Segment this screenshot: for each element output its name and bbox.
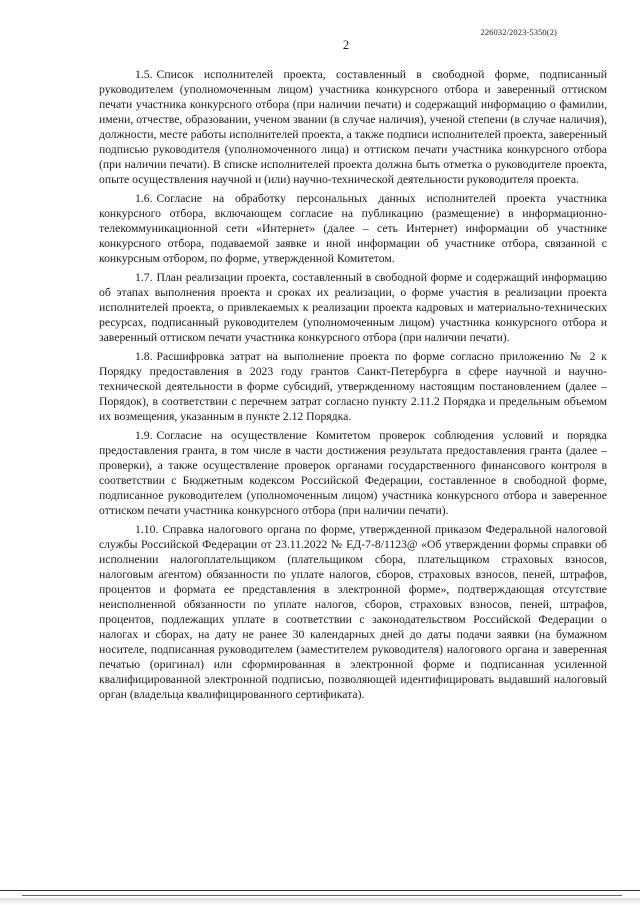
paragraph-number: 1.7. [135, 271, 153, 284]
paragraph-1-8 [99, 349, 607, 424]
page-number: 2 [342, 38, 350, 52]
paragraph-number: 1.8. [135, 350, 153, 363]
paragraph-text: План реализации проекта, составленный в свободной форме и содержащий информацию об этапах выполнения проекта и сроках их реализации, о форме участия в реализации проекта исполнителей проекта, о привлекаемых к реализации проекта кадровых и материально-технических ресурсах, подписанный руководителем (уполномоченным лицом) участника конкурсного отбора и заверенный оттиском печати участника конкурсного отбора (при наличии печати). [99, 271, 607, 344]
scan-edge-line [0, 890, 640, 891]
paragraph-text: Расшифровка затрат на выполнение проекта по форме согласно приложению № 2 к Порядку предоставления в 2023 году грантов Санкт-Петербурга в сфере научной и научно-технической деятельности в форме субсидий, утвержденному настоящим постановлением (далее – Порядок), в соответствии с перечнем затрат согласно пункту 2.11.2 Порядка и предельным объемом их возмещения, указанным в пункте 2.12 Порядка. [99, 350, 607, 423]
paragraph-text: Список исполнителей проекта, составленный в свободной форме, подписанный руководителем (уполномоченным лицом) участника конкурсного отбора и заверенный оттиском печати участника конкурсного отбора (при наличии печати) и содержащий информацию о фамилии, имени, отчестве, образовании, ученом звании (в случае наличия), ученой степени (в случае наличия), должности, месте работы исполнителей проекта, а также подписи исполнителей проекта, заверенный подписью руководителя (уполномоченного лица) и оттиском печати участника конкурсного отбора (при наличии печати). В списке исполнителей проекта должна быть отметка о руководителе проекта, опыте осуществления научной и (или) научно-технической деятельности руководителя проекта. [99, 68, 607, 186]
paragraph-number: 1.6. [135, 192, 153, 205]
paragraph-text: Согласие на осуществление Комитетом проверок соблюдения условий и порядка предоставления гранта, в том числе в части достижения результата предоставления гранта (далее – проверки), а также осуществление проверок органами государственного финансового контроля в соответствии с Бюджетным кодексом Российской Федерации, составленное в свободной форме, подписанное руководителем (уполномоченным лицом) участника конкурсного отбора и заверенное оттиском печати участника конкурсного отбора (при наличии печати). [99, 429, 607, 517]
paragraph-1-10 [99, 522, 607, 702]
scan-edge-line-secondary [22, 895, 622, 896]
paragraph-1-5 [99, 67, 607, 187]
document-registration-number: 226032/2023-5350(2) [480, 27, 557, 37]
paragraph-1-7 [99, 270, 607, 345]
scan-edge-shadow [0, 898, 640, 905]
paragraph-number: 1.5. [135, 68, 153, 81]
paragraph-1-6 [99, 191, 607, 266]
paragraph-number: 1.10. [135, 523, 159, 536]
paragraph-text: Справка налогового органа по форме, утвержденной приказом Федеральной налоговой службы Российской Федерации от 23.11.2022 № ЕД-7-8/1123@ «Об утверждении формы справки об исполнении налогоплательщиком (плательщиком сбора, плательщиком страховых взносов, налоговым агентом) обязанности по уплате налогов, сборов, страховых взносов, пеней, штрафов, процентов и формата ее представления в электронной форме», подтверждающая отсутствие неисполненной обязанности по уплате налогов, сборов, страховых взносов, пеней, штрафов, процентов, подлежащих уплате в соответствии с законодательством Российской Федерации о налогах и сборах, на дату не ранее 30 календарных дней до даты подачи заявки (на бумажном носителе, подписанная руководителем (заместителем руководителя) налогового органа и заверенная печатью (оригинал) или сформированная в электронной форме и подписанная усиленной квалифицированной электронной подписью, позволяющей идентифицировать выдавший налоговый орган (владельца квалифицированного сертификата). [99, 523, 607, 701]
paragraph-text: Согласие на обработку персональных данных исполнителей проекта участника конкурсного отбора, включающем согласие на публикацию (размещение) в информационно-телекоммуникационной сети «Интернет» (далее – сеть Интернет) информации об участнике конкурсного отбора, подаваемой заявке и иной информации об участнике отбора, связанной с конкурсным отбором, по форме, утвержденной Комитетом. [99, 192, 607, 265]
paragraph-1-9 [99, 428, 607, 518]
document-body [99, 67, 607, 706]
paragraph-number: 1.9. [135, 429, 153, 442]
